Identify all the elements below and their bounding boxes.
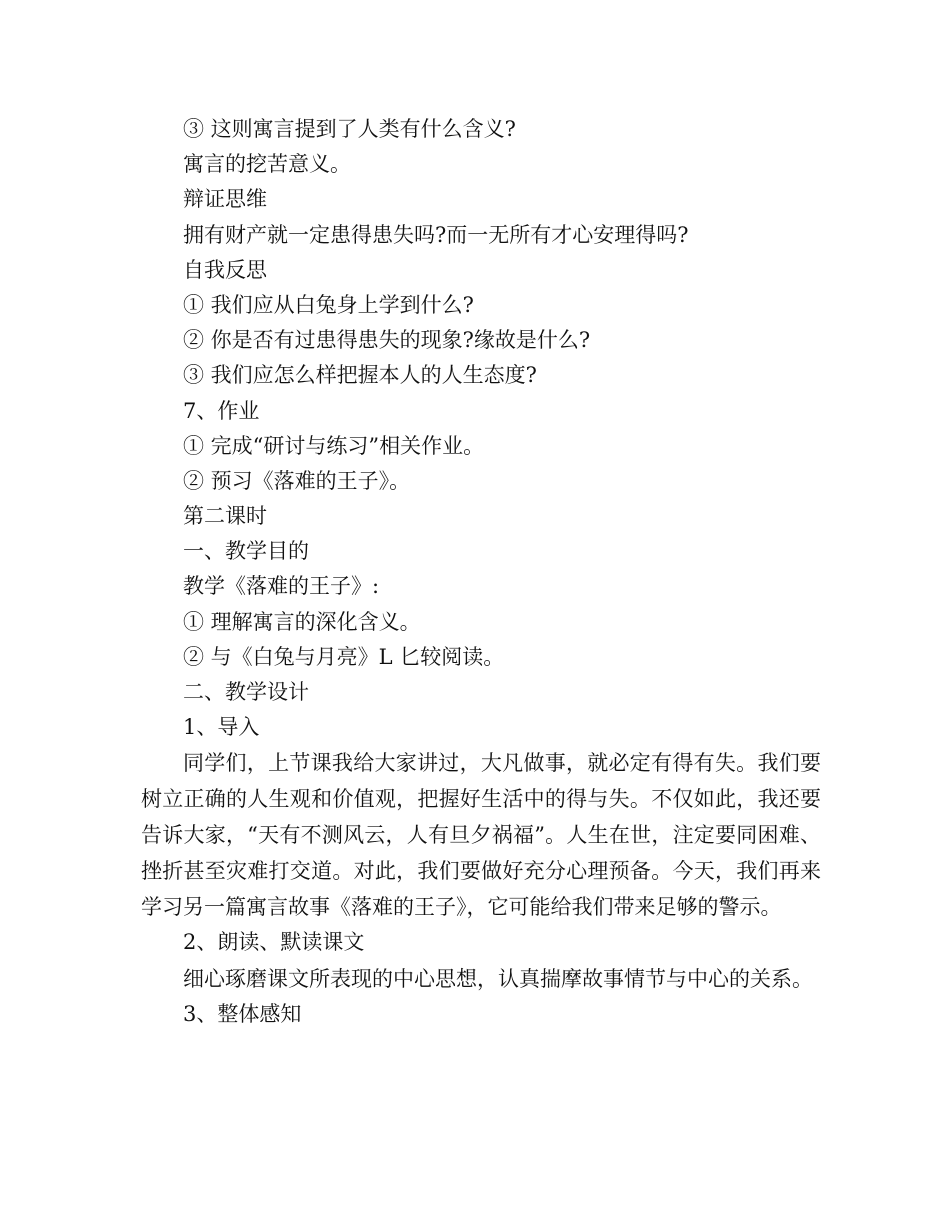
teaching-objectives-intro: 教学《落难的王子》: xyxy=(183,574,380,599)
introduction-heading: 1、导入 xyxy=(183,715,260,740)
question-3-line: ③ 这则寓言提到了人类有什么含义? xyxy=(183,117,516,141)
dialectical-question-line: 拥有财产就一定患得患失吗?而一无所有才心安理得吗? xyxy=(183,222,689,247)
page-content xyxy=(141,112,821,1032)
teaching-design-heading: 二、教学设计 xyxy=(183,680,309,704)
second-lesson-heading: 第二课时 xyxy=(183,504,267,529)
reflection-item-1: ① 我们应从白兔身上学到什么? xyxy=(183,292,474,317)
objective-item-2: ② 与《白兔与月亮》L 匕较阅读。 xyxy=(183,644,505,669)
overall-perception-heading: 3、整体感知 xyxy=(183,1001,302,1026)
homework-item-2: ② 预习《落难的王子》。 xyxy=(183,468,411,493)
dialectical-thinking-heading: 辩证思维 xyxy=(183,187,267,212)
homework-heading: 7、作业 xyxy=(183,398,260,423)
objective-item-1: ① 理解寓言的深化含义。 xyxy=(183,609,421,634)
homework-item-1: ① 完成“研讨与练习”相关作业。 xyxy=(183,433,485,458)
reading-heading: 2、朗读、默读课文 xyxy=(183,930,365,955)
satire-meaning-line: 寓言的挖苦意义。 xyxy=(183,152,351,177)
self-reflection-heading: 自我反思 xyxy=(183,257,267,282)
reflection-item-3: ③ 我们应怎么样把握本人的人生态度? xyxy=(183,363,537,388)
introduction-paragraph: 同学们，上节课我给大家讲过，大凡做事，就必定有得有失。我们要树立正确的人生观和价值观，把握好生活中的得与失。不仅如此，我还要告诉大家，“天有不测风云，人有旦夕祸福”。人生在世，注定要同困难、挫折甚至灾难打交道。对此，我们要做好充分心理预备。今天，我们再来学习另一篇寓言故事《落难的王子》，它可能给我们带来足够的警示。 xyxy=(141,751,821,920)
reading-paragraph: 细心琢磨课文所表现的中心思想，认真揣摩故事情节与中心的关系。 xyxy=(183,966,813,991)
reflection-item-2: ② 你是否有过患得患失的现象?缘故是什么? xyxy=(183,328,591,353)
teaching-objectives-heading: 一、教学目的 xyxy=(183,539,309,564)
